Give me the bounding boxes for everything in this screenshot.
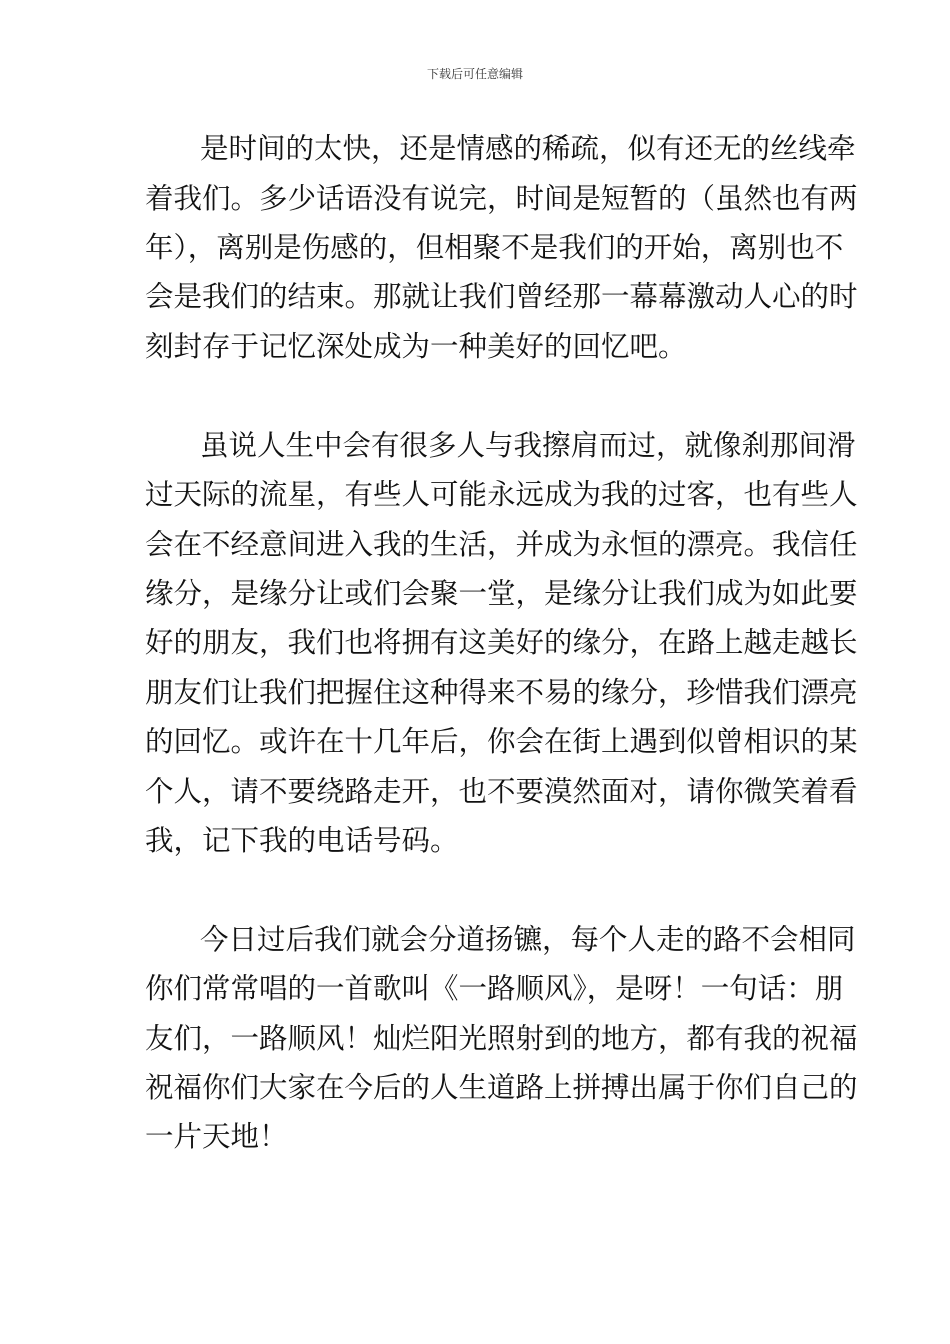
paragraph-2-line-5: 好的朋友，我们也将拥有这美好的缘分，在路上越走越长 [145,626,858,659]
paragraph-2-line-6: 朋友们让我们把握住这种得来不易的缘分，珍惜我们漂亮 [145,676,858,709]
paragraph-1-line-5: 刻封存于记忆深处成为一种美好的回忆吧。 [145,330,687,363]
paragraph-1-line-1: 是时间的太快，还是情感的稀疏，似有还无的丝线牵 [200,132,856,165]
paragraph-2-line-4: 缘分，是缘分让或们会聚一堂，是缘分让我们成为如此要 [145,577,858,610]
paragraph-2-line-1: 虽说人生中会有很多人与我擦肩而过，就像刹那间滑 [200,429,856,462]
paragraph-2-line-2: 过天际的流星，有些人可能永远成为我的过客，也有些人 [145,478,858,511]
paragraph-1-line-4: 会是我们的结束。那就让我们曾经那一幕幕激动人心的时 [145,280,858,313]
paragraph-3-line-2: 你们常常唱的一首歌叫《一路顺风》，是呀！一句话：朋 [145,972,844,1005]
paragraph-3-line-1: 今日过后我们就会分道扬镳，每个人走的路不会相同 [200,923,856,956]
paragraph-3-line-4: 祝福你们大家在今后的人生道路上拼搏出属于你们自己的 [145,1071,858,1104]
paragraph-2-line-8: 个人，请不要绕路走开，也不要漠然面对，请你微笑着看 [145,775,858,808]
paragraph-3-line-5: 一片天地！ [145,1120,288,1153]
paragraph-2-line-7: 的回忆。或许在十几年后，你会在街上遇到似曾相识的某 [145,725,858,758]
page-header: 下载后可任意编辑 [426,67,523,81]
paragraph-2-line-9: 我，记下我的电话号码。 [145,824,459,857]
paragraph-1-line-2: 着我们。多少话语没有说完，时间是短暂的（虽然也有两 [145,182,858,215]
paragraph-3-line-3: 友们，一路顺风！灿烂阳光照射到的地方，都有我的祝福 [145,1022,858,1055]
paragraph-2-line-3: 会在不经意间进入我的生活，并成为永恒的漂亮。我信任 [145,528,858,561]
paragraph-1-line-3: 年），离别是伤感的，但相聚不是我们的开始，离别也不 [145,231,844,264]
